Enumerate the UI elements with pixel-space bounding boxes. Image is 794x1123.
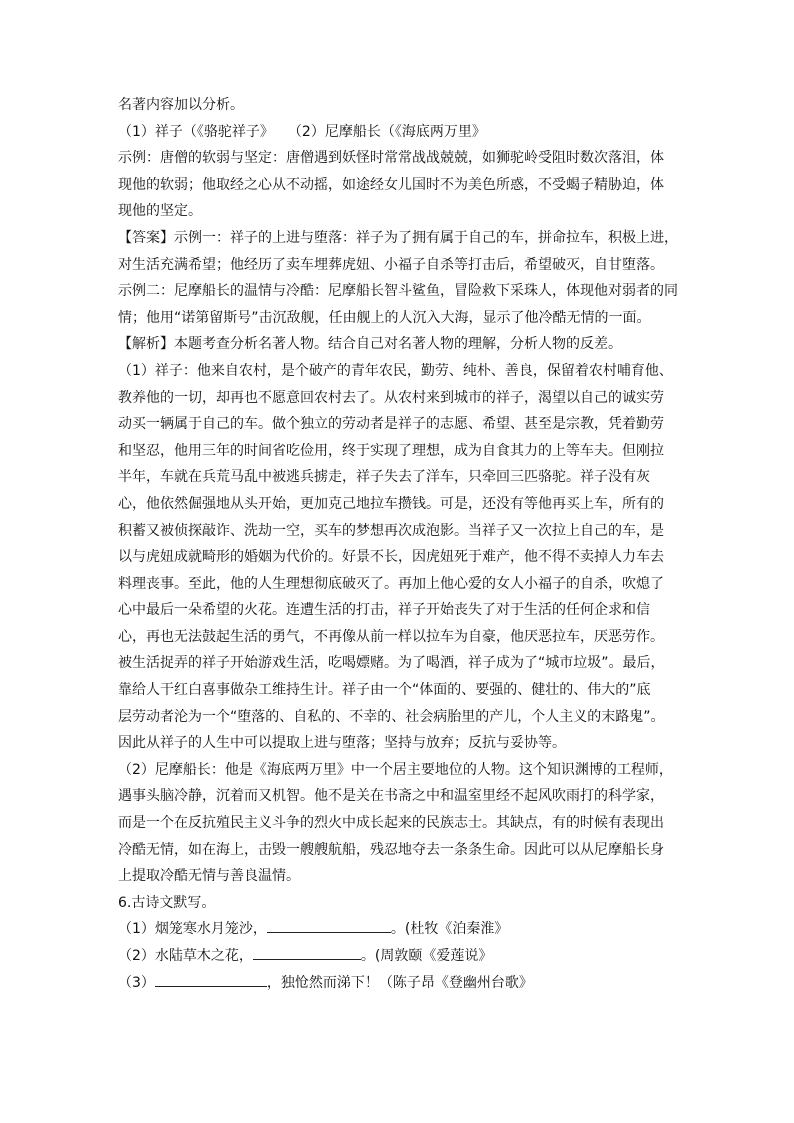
text-line: 靠给人干红白喜事做杂工维持生计。祥子由一个“体面的、要强的、健壮的、伟大的”底	[118, 682, 651, 699]
text-line: 教养他的一切，却再也不愿意回农村去了。从农村来到城市的祥子，渴望以自己的诚实劳	[118, 389, 664, 406]
text-line: 示例二：尼摩船长的温情与冷酷：尼摩船长智斗鲨鱼，冒险救下采珠人，体现他对弱者的同	[118, 283, 678, 300]
text-line: 半年，车就在兵荒马乱中被逃兵掳走，祥子失去了洋车，只牵回三匹骆驼。祥子没有灰	[118, 469, 650, 486]
fill-item-3	[118, 970, 688, 997]
text-line: 动买一辆属于自己的车。做个独立的劳动者是祥子的志愿、希望、甚至是宗教，凭着勤劳	[118, 416, 664, 433]
text-line: 积蓄又被侦探敲诈、洗劫一空，买车的梦想再次成泡影。当祥子又一次拉上自己的车，是	[118, 522, 664, 539]
text-line: 【答案】示例一：祥子的上进与堕落：祥子为了拥有属于自己的车，拼命拉车，积极上进，	[118, 229, 678, 246]
fill-prompt: （1）烟笼寒水月笼沙，	[118, 921, 267, 938]
text-line: 心，他依然倔强地从头开始，更加克己地拉车攒钱。可是，还没有等他再买上车，所有的	[118, 495, 664, 512]
answer-blank[interactable]	[253, 943, 361, 960]
fill-item-2	[118, 943, 688, 970]
answer-blank[interactable]	[267, 916, 391, 933]
text-line: 上提取冷酷无情与善良温情。	[118, 868, 300, 885]
text-line: 料理丧事。至此，他的人生理想彻底破灭了。再加上他心爱的女人小福子的自杀，吹熄了	[118, 575, 664, 592]
text-line: 对生活充满希望；他经历了卖车埋葬虎妞、小福子自杀等打击后，希望破灭，自甘堕落。	[118, 256, 664, 273]
fill-source: ，独怆然而涕下！（陈子昂《登幽州台歌》	[266, 974, 533, 991]
text-line: 【解析】本题考查分析名著人物。结合自己对名著人物的理解，分析人物的反差。	[118, 336, 622, 353]
text-line: 心，再也无法鼓起生活的勇气，不再像从前一样以拉车为自豪，他厌恶拉车，厌恶劳作。	[118, 628, 664, 645]
text-line: 被生活捉弄的祥子开始游戏生活，吃喝嫖赌。为了喝酒，祥子成为了“城市垃圾”。最后，	[118, 655, 665, 672]
text-line: 遇事头脑冷静，沉着而又机智。他不是关在书斋之中和温室里经不起风吹雨打的科学家，	[118, 788, 664, 805]
text-line: 以与虎妞成就畸形的婚姻为代价的。好景不长，因虎妞死于难产，他不得不卖掉人力车去	[118, 549, 664, 566]
text-line: （1）祥子（《骆驼祥子》 （2）尼摩船长（《海底两万里》	[118, 123, 486, 140]
fill-prompt: （3）	[118, 974, 155, 991]
text-line: 层劳动者沦为一个“堕落的、自私的、不幸的、社会病胎里的产儿，个人主义的末路鬼”。	[118, 708, 665, 725]
fill-source: 。(周敦颐《爱莲说》	[360, 948, 493, 964]
document-page	[118, 92, 688, 996]
text-line: 和坚忍，他用三年的时间省吃俭用，终于实现了理想，成为自食其力的上等车夫。但刚拉	[118, 442, 664, 459]
text-line: 而是一个在反抗殖民主义斗争的烈火中成长起来的民族志士。其缺点，有的时候有表现出	[118, 815, 664, 832]
text-line: 现他的软弱；他取经之心从不动摇，如途经女儿国时不为美色所惑，不受蝎子精胁迫，体	[118, 176, 664, 193]
text-line: 情；他用“诺第留斯号”击沉敌舰，任由舰上的人沉入大海，显示了他冷酷无情的一面。	[118, 309, 651, 326]
text-line: 心中最后一朵希望的火花。连遭生活的打击，祥子开始丧失了对于生活的任何企求和信	[118, 602, 650, 619]
text-line: 示例：唐僧的软弱与坚定：唐僧遇到妖怪时常常战战兢兢，如狮驼岭受阻时数次落泪，体	[118, 150, 664, 167]
section-heading: 6.古诗文默写。	[118, 894, 216, 911]
answer-blank[interactable]	[155, 970, 267, 987]
text-line: 因此从祥子的人生中可以提取上进与堕落；坚持与放弃；反抗与妥协等。	[118, 735, 566, 752]
fill-prompt: （2）水陆草木之花，	[118, 948, 253, 964]
fill-source: 。(杜牧《泊秦淮》	[390, 921, 509, 938]
text-line: 冷酷无情，如在海上，击毁一艘艘航船，残忍地夺去一条条生命。因此可以从尼摩船长身	[118, 841, 664, 858]
fill-item-1	[118, 916, 688, 943]
text-line: 名著内容加以分析。	[118, 97, 244, 113]
text-line: （2）尼摩船长：他是《海底两万里》中一个居主要地位的人物。这个知识渊博的工程师，	[118, 761, 673, 778]
text-line: 现他的坚定。	[118, 203, 202, 220]
text-line: （1）祥子：他来自农村，是个破产的青年农民，勤劳、纯朴、善良，保留着农村哺育他、	[118, 362, 673, 379]
